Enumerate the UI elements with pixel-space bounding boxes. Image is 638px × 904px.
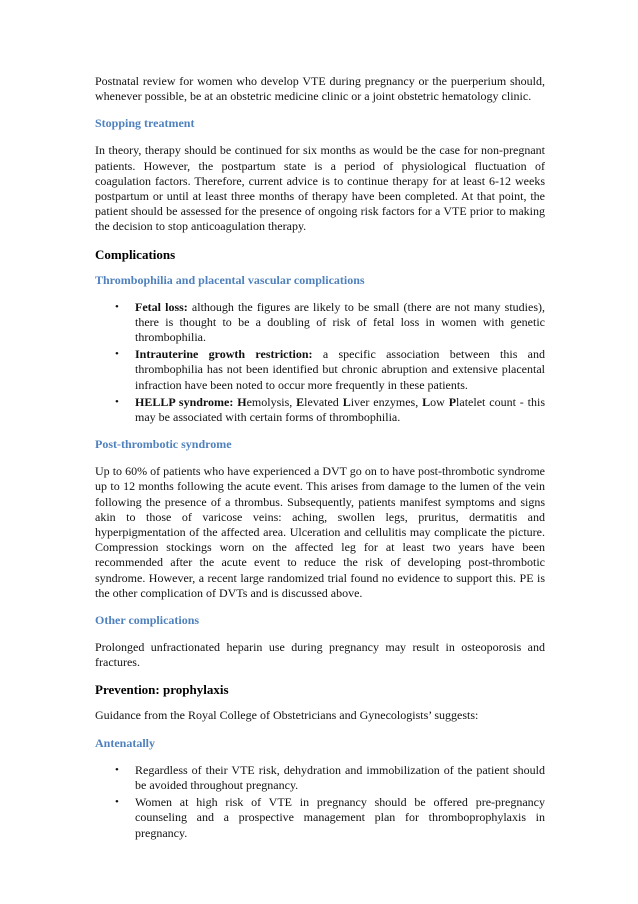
antenatally-list <box>95 763 545 841</box>
hellp-letter: L <box>342 394 351 409</box>
stopping-treatment-heading: Stopping treatment <box>95 116 195 131</box>
bullet-icon: • <box>115 763 119 776</box>
bullet-icon: • <box>115 395 119 408</box>
thrombophilia-list <box>95 300 545 426</box>
item-term: HELLP syndrome: <box>135 394 234 409</box>
list-item <box>95 795 545 841</box>
antenatally-heading: Antenatally <box>95 735 155 750</box>
list-item <box>95 300 545 346</box>
thrombophilia-heading: Thrombophilia and placental vascular complications <box>95 272 365 287</box>
post-thrombotic-paragraph: Up to 60% of patients who have experienced a DVT go on to have post-thrombotic syndrome up to 12 months following the acute event. This arises from damage to the lumen of the vein following the presence of a thrombus. Subsequently, patients manifest symptoms and signs akin to those of varicose veins: aching, swollen legs, pruritus, dermatitis and hyperpigmentation of the affected area. Ulceration and cellulitis may complicate the picture. Compression stockings worn on the affected leg for at least two years have been recommended after the acute event to reduce the risk of developing post-thrombotic syndrome. However, a recent large randomized trial found no evidence to support this. PE is the other complication of DVTs and is discussed above. <box>95 464 545 600</box>
hellp-text: levated <box>304 394 343 409</box>
hellp-letter: P <box>448 394 457 409</box>
stopping-treatment-paragraph: In theory, therapy should be continued for six months as would be the case for non-pregnant patients. However, the postpartum state is a period of physiological fluctuation of coagulation factors. Therefore, current advice is to continue therapy for at least 6-12 weeks postpartum or until at least three months of therapy have been completed. At that point, the patient should be assessed for the presence of ongoing risk factors for a VTE prior to making the decision to stop anticoagulation therapy. <box>95 143 545 234</box>
hellp-letter: L <box>422 394 431 409</box>
bullet-icon: • <box>115 348 119 361</box>
prevention-heading: Prevention: prophylaxis <box>95 682 229 698</box>
prevention-paragraph: Guidance from the Royal College of Obstetricians and Gynecologists’ suggests: <box>95 708 479 723</box>
item-term: Intrauterine growth restriction: <box>135 347 313 362</box>
bullet-icon: • <box>115 300 119 313</box>
hellp-letter: E <box>296 394 305 409</box>
hellp-text: iver enzymes, <box>350 394 423 409</box>
hellp-letter: H <box>237 394 247 409</box>
complications-heading: Complications <box>95 246 176 262</box>
document-body <box>95 74 545 853</box>
item-text: Regardless of their VTE risk, dehydration and immobilization of the patient should be avoided throughout pregnancy. <box>135 762 545 792</box>
hellp-text: latelet count - this may be associated with certain forms of thrombophilia. <box>135 394 546 425</box>
other-complications-paragraph: Prolonged unfractionated heparin use during pregnancy may result in osteoporosis and fractures. <box>95 640 545 670</box>
intro-paragraph: Postnatal review for women who develop VTE during pregnancy or the puerperium should, whenever possible, be at an obstetric medicine clinic or a joint obstetric hematology clinic. <box>95 74 545 104</box>
hellp-text: ow <box>430 394 449 409</box>
item-text: a specific association between this and thrombophilia has not been identified but chronic abruption and extensive placental infraction have been noted to occur more frequently in these patients. <box>135 347 545 392</box>
hellp-text: emolysis, <box>246 394 297 409</box>
bullet-icon: • <box>115 796 119 809</box>
list-item <box>95 763 545 793</box>
item-term: Fetal loss: <box>135 299 188 314</box>
list-item <box>95 347 545 393</box>
item-text: although the figures are likely to be small (there are not many studies), there is thought to be a doubling of risk of fetal loss in women with genetic thrombophilia. <box>135 299 546 345</box>
post-thrombotic-heading: Post-thrombotic syndrome <box>95 437 232 452</box>
other-complications-heading: Other complications <box>95 613 200 628</box>
item-text: Women at high risk of VTE in pregnancy should be offered pre-pregnancy counseling and a prospective management plan for thromboprophylaxis in pregnancy. <box>135 795 545 840</box>
list-item <box>95 395 545 425</box>
